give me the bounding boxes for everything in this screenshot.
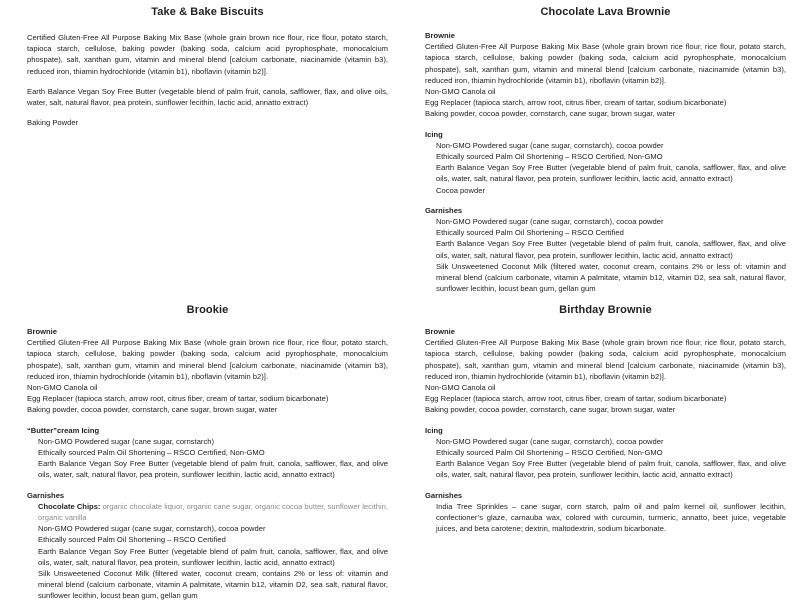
ingredient-line: Non-GMO Powdered sugar (cane sugar, cornstarch), cocoa powder <box>436 140 664 150</box>
ingredient-section <box>425 425 786 481</box>
recipe-title: Chocolate Lava Brownie <box>540 6 671 18</box>
ingredient-line: Certified Gluten-Free All Purpose Baking Mix Base (whole grain brown rice flour, rice flour, potato starch, tapioca starch, cellulose, baking powder (baking soda, calcium acid pyrophosphate, monocalcium phospate), salt, xanthan gum, vitamin and mineral blend [calcium carbonate, niacinamide (vitamin b3), reduced iron, thiamin hydrochloride (vitamin b1), riboflavin (vitamin b2)]. <box>425 42 786 85</box>
ingredient-line: Certified Gluten-Free All Purpose Baking Mix Base (whole grain brown rice flour, rice flour, potato starch, tapioca starch, cellulose, baking powder (baking soda, calcium acid pyrophosphate, monocalcium phospate), salt, xanthan gum, vitamin and mineral blend [calcium carbonate, niacinamide (vitamin b3), reduced iron, thiamin hydrochloride (vitamin b1), riboflavin (vitamin b2)]. <box>27 33 388 76</box>
ingredient-section <box>27 117 388 128</box>
ingredient-list <box>425 501 786 535</box>
ingredient-line: Baking Powder <box>27 118 79 128</box>
ingredient-section <box>27 32 388 77</box>
ingredient-section <box>425 205 786 295</box>
recipe-title: Take & Bake Biscuits <box>151 6 264 18</box>
ingredient-line: Ethically sourced Palm Oil Shortening – RSCO Certified <box>38 535 226 545</box>
ingredient-line: Chocolate Chips: organic chocolate liquor, organic cane sugar, organic cocoa butter, sunflower lecithin, organic vanilla <box>38 501 388 523</box>
ingredient-line: Certified Gluten-Free All Purpose Baking Mix Base (whole grain brown rice flour, rice flour, potato starch, tapioca starch, cellulose, baking powder (baking soda, calcium acid pyrophosphate, monocalcium phospate), salt, xanthan gum, vitamin and mineral blend [calcium carbonate, niacinamide (vitamin b3), reduced iron, thiamin hydrochloride (vitamin b1), riboflavin (vitamin b2)]. <box>27 338 388 381</box>
ingredient-line: Egg Replacer (tapioca starch, arrow root, citrus fiber, cream of tartar, sodium bicarbonate) <box>425 98 727 108</box>
ingredient-line: Non-GMO Canola oil <box>27 383 98 393</box>
ingredient-list <box>27 32 388 77</box>
ingredient-line: Baking powder, cocoa powder, cornstarch, cane sugar, brown sugar, water <box>425 109 676 119</box>
ingredient-section <box>425 129 786 196</box>
ingredient-line: Earth Balance Vegan Soy Free Butter (vegetable blend of palm fruit, canola, safflower, flax, and olive oils, water, salt, natural flavor, pea protein, sunflower lecithin, lactic acid, annatto extract) <box>436 163 786 184</box>
ingredient-list <box>425 436 786 481</box>
section-heading: Brownie <box>425 327 455 336</box>
section-heading: Garnishes <box>27 490 65 500</box>
recipe-panel-birthday-brownie <box>400 290 800 600</box>
ingredient-section <box>27 490 388 602</box>
ingredient-line: Non-GMO Canola oil <box>425 87 496 97</box>
recipe-sections <box>27 326 388 602</box>
recipe-panel-chocolate-lava-brownie <box>400 0 800 294</box>
ingredient-line: Cocoa powder <box>436 185 485 195</box>
recipe-sections <box>425 30 786 294</box>
ingredient-section <box>27 326 388 416</box>
recipe-panel-brookie <box>0 290 400 600</box>
recipe-sections <box>425 326 786 534</box>
ingredient-line: Non-GMO Powdered sugar (cane sugar, cornstarch) <box>38 436 214 446</box>
recipe-title: Birthday Brownie <box>559 304 652 316</box>
section-heading: “Butter”cream Icing <box>27 425 100 435</box>
ingredient-section <box>27 86 388 108</box>
ingredient-line: Non-GMO Powdered sugar (cane sugar, cornstarch), cocoa powder <box>436 217 664 227</box>
ingredient-line: Baking powder, cocoa powder, cornstarch, cane sugar, brown sugar, water <box>425 405 676 415</box>
ingredient-line: Ethically sourced Palm Oil Shortening – RSCO Certified, Non-GMO <box>38 448 265 458</box>
ingredient-line: Earth Balance Vegan Soy Free Butter (vegetable blend of palm fruit, canola, safflower, flax, and olive oils, water, salt, natural flavor, pea protein, sunflower lecithin, lactic acid, annatto extract) <box>38 546 388 567</box>
ingredient-line-label: Chocolate Chips: <box>38 501 101 511</box>
section-heading: Brownie <box>425 31 455 40</box>
ingredient-section <box>425 490 786 535</box>
recipe-sections <box>27 32 388 128</box>
ingredient-list <box>425 140 786 196</box>
ingredient-list <box>27 117 388 128</box>
section-heading: Brownie <box>27 327 57 336</box>
ingredient-section <box>27 425 388 481</box>
ingredient-line: Ethically sourced Palm Oil Shortening – RSCO Certified, Non-GMO <box>436 448 663 458</box>
ingredient-list <box>27 436 388 481</box>
ingredient-line: Earth Balance Vegan Soy Free Butter (vegetable blend of palm fruit, canola, safflower, flax, and olive oils, water, salt, natural flavor, pea protein, sunflower lecithin, lactic acid, annatto extract) <box>27 86 388 108</box>
recipe-panel-take-and-bake-biscuits <box>0 0 400 290</box>
ingredient-line: Earth Balance Vegan Soy Free Butter (vegetable blend of palm fruit, canola, safflower, flax, and olive oils, water, salt, natural flavor, pea protein, sunflower lecithin, lactic acid, annatto extract) <box>436 239 786 260</box>
ingredient-line: Silk Unsweetened Coconut Milk (filtered water, coconut cream, contains 2% or less of: vitamin and mineral blend (calcium carbonate, vitamin A palmitate, vitamin b12, vitamin D2, sea salt, natural flavor, sunflower lecithin, locust bean gum, gellan gum <box>436 261 786 294</box>
ingredient-line: Ethically sourced Palm Oil Shortening – RSCO Certified, Non-GMO <box>436 152 663 162</box>
ingredient-line: Non-GMO Canola oil <box>425 383 496 393</box>
section-heading: Garnishes <box>425 490 463 500</box>
ingredient-line: Certified Gluten-Free All Purpose Baking Mix Base (whole grain brown rice flour, rice flour, potato starch, tapioca starch, cellulose, baking powder (baking soda, calcium acid pyrophosphate, monocalcium phospate), salt, xanthan gum, vitamin and mineral blend [calcium carbonate, niacinamide (vitamin b3), reduced iron, thiamin hydrochloride (vitamin b1), riboflavin (vitamin b2)]. <box>425 338 786 381</box>
ingredient-line: Silk Unsweetened Coconut Milk (filtered water, coconut cream, contains 2% or less of: vitamin and mineral blend (calcium carbonate, vitamin A palmitate, vitamin b12, vitamin D2, sea salt, natural flavor, sunflower lecithin, locust bean gum, gellan gum <box>38 569 388 601</box>
ingredient-line: Earth Balance Vegan Soy Free Butter (vegetable blend of palm fruit, canola, safflower, flax, and olive oils, water, salt, natural flavor, pea protein, sunflower lecithin, lactic acid, annatto extract) <box>38 459 388 480</box>
section-heading: Garnishes <box>425 205 463 215</box>
ingredient-section <box>425 326 786 416</box>
ingredient-line: Earth Balance Vegan Soy Free Butter (vegetable blend of palm fruit, canola, safflower, flax, and olive oils, water, salt, natural flavor, pea protein, sunflower lecithin, lactic acid, annatto extract) <box>436 459 786 480</box>
ingredient-list <box>425 41 786 119</box>
ingredient-line: Ethically sourced Palm Oil Shortening – RSCO Certified <box>436 228 624 238</box>
ingredient-line: Non-GMO Powdered sugar (cane sugar, cornstarch), cocoa powder <box>436 436 664 446</box>
ingredient-section <box>425 30 786 120</box>
ingredient-list <box>27 337 388 415</box>
ingredient-list <box>425 216 786 294</box>
ingredient-list <box>27 501 388 602</box>
section-heading: Icing <box>425 129 443 139</box>
section-heading: Icing <box>425 425 443 435</box>
recipe-title: Brookie <box>186 304 229 316</box>
ingredient-line: Non-GMO Powdered sugar (cane sugar, cornstarch), cocoa powder <box>38 524 266 534</box>
ingredient-line: Baking powder, cocoa powder, cornstarch, cane sugar, brown sugar, water <box>27 405 278 415</box>
ingredient-list <box>27 86 388 108</box>
ingredient-list <box>425 337 786 415</box>
ingredient-line: Egg Replacer (tapioca starch, arrow root, citrus fiber, cream of tartar, sodium bicarbonate) <box>425 394 727 404</box>
ingredient-line: India Tree Sprinkles – cane sugar, corn starch, palm oil and palm kernel oil, sunflower lecithin, confectioner’s glaze, carnauba wax, colored with curcumin, turmeric, annatto, beet juice, vegetable juices, and beta carotene; dextrin, maltodextrin, sodium bicarbonate. <box>436 501 786 534</box>
ingredient-line: Egg Replacer (tapioca starch, arrow root, citrus fiber, cream of tartar, sodium bicarbonate) <box>27 394 329 404</box>
